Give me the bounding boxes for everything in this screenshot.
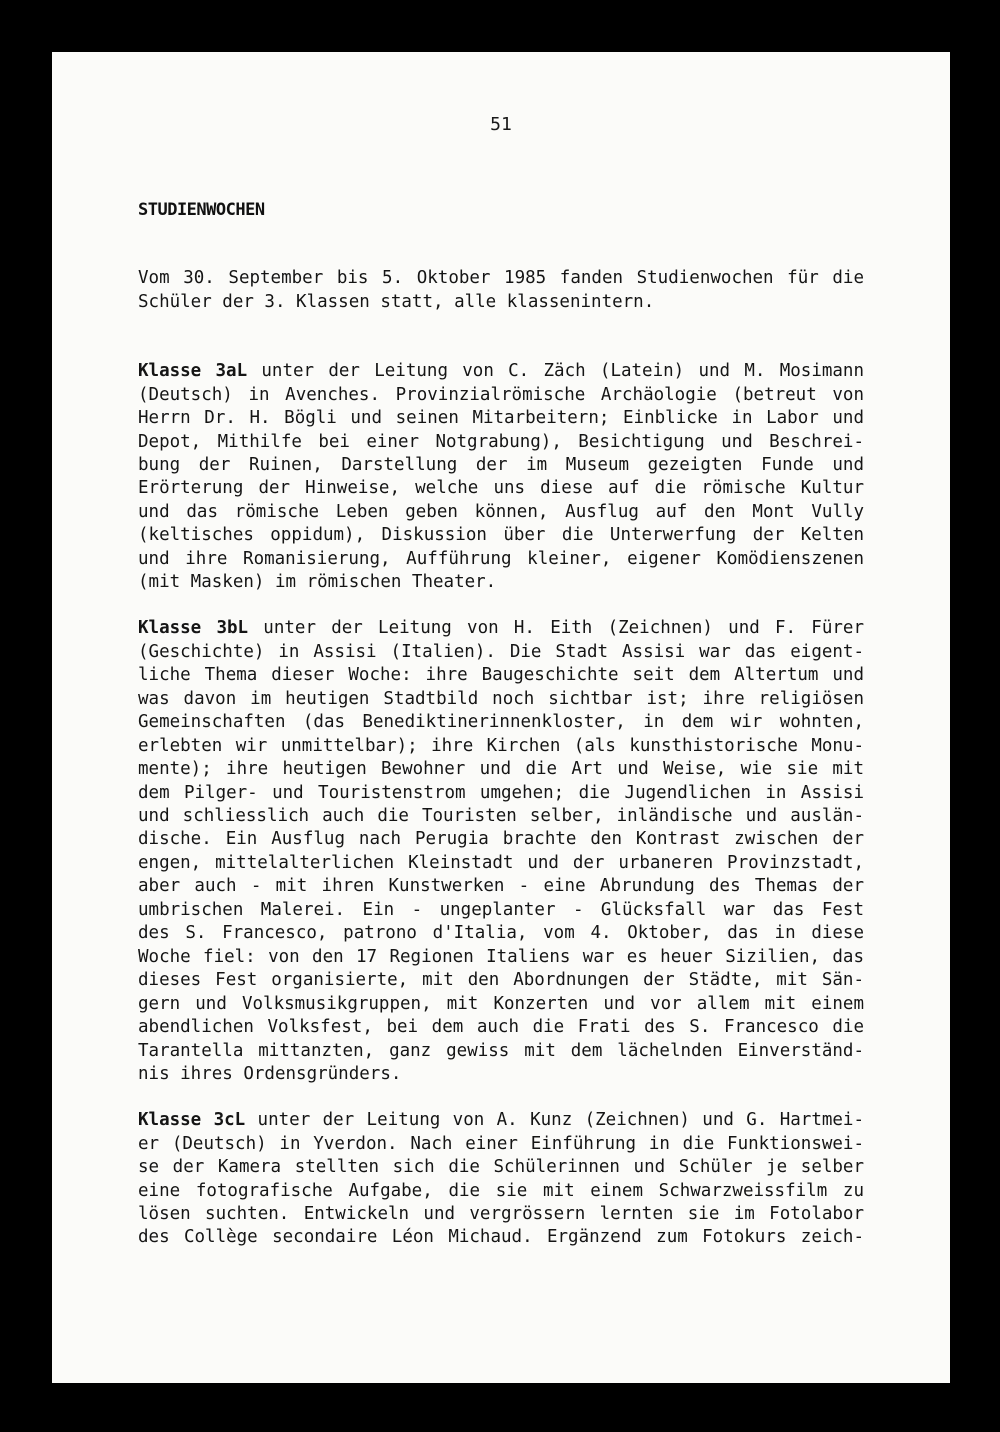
document-page — [52, 52, 950, 1383]
klasse-3bl-line: Tarantella mittanzten, ganz gewiss mit dem lächelnden Einverständ- — [138, 1041, 864, 1061]
klasse-3cl-line: er (Deutsch) in Yverdon. Nach einer Einführung in die Funktionswei- — [138, 1134, 864, 1154]
intro-line: Vom 30. September bis 5. Oktober 1985 fanden Studienwochen für die — [138, 268, 864, 288]
klasse-3cl-line-text: unter der Leitung von A. Kunz (Zeichnen) und G. Hartmei- — [245, 1110, 865, 1130]
klasse-3al-line: und ihre Romanisierung, Aufführung kleiner, eigener Komödienszenen — [138, 549, 864, 569]
klasse-3bl-line: liche Thema dieser Woche: ihre Baugeschichte seit dem Altertum und — [138, 665, 864, 685]
klasse-3bl-line: engen, mittelalterlichen Kleinstadt und der urbaneren Provinzstadt, — [138, 853, 864, 873]
klasse-3bl-line: dieses Fest organisierte, mit den Abordnungen der Städte, mit Sän- — [138, 970, 864, 990]
klasse-3al-line: Depot, Mithilfe bei einer Notgrabung), Besichtigung und Beschrei- — [138, 432, 864, 452]
klasse-3al-line: bung der Ruinen, Darstellung der im Museum gezeigten Funde und — [138, 455, 864, 475]
klasse-3bl-line: Woche fiel: von den 17 Regionen Italiens war es heuer Sizilien, das — [138, 947, 864, 967]
page-number: 51 — [490, 114, 512, 135]
klasse-3al-line — [138, 359, 864, 383]
klasse-3bl-line: dische. Ein Ausflug nach Perugia brachte den Kontrast zwischen der — [138, 829, 864, 849]
klasse-3bl-heading: Klasse 3bL — [138, 618, 249, 638]
klasse-3al-line: (mit Masken) im römischen Theater. — [138, 572, 497, 592]
klasse-3bl-line: gern und Volksmusikgruppen, mit Konzerten und vor allem mit einem — [138, 994, 864, 1014]
klasse-3cl-line: des Collège secondaire Léon Michaud. Ergänzend zum Fotokurs zeich- — [138, 1227, 864, 1247]
klasse-3cl-line: eine fotografische Aufgabe, die sie mit einem Schwarzweissfilm zu — [138, 1181, 864, 1201]
klasse-3bl-line: des S. Francesco, patrono d'Italia, vom 4. Oktober, das in diese — [138, 923, 864, 943]
klasse-3bl-line: (Geschichte) in Assisi (Italien). Die Stadt Assisi war das eigent- — [138, 642, 864, 662]
klasse-3bl-line — [138, 616, 864, 640]
klasse-3bl-line: mente); ihre heutigen Bewohner und die Art und Weise, wie sie mit — [138, 759, 864, 779]
klasse-3bl-line: und schliesslich auch die Touristen selber, inländische und auslän- — [138, 806, 864, 826]
klasse-3bl-line: erlebten wir unmittelbar); ihre Kirchen (als kunsthistorische Monu- — [138, 736, 864, 756]
klasse-3cl-line — [138, 1108, 864, 1132]
klasse-3bl-line: umbrischen Malerei. Ein - ungeplanter - Glücksfall war das Fest — [138, 900, 864, 920]
klasse-3bl-line: abendlichen Volksfest, bei dem auch die Frati des S. Francesco die — [138, 1017, 864, 1037]
klasse-3bl-line: aber auch - mit ihren Kunstwerken - eine Abrundung des Themas der — [138, 876, 864, 896]
klasse-3bl-line-text: unter der Leitung von H. Eith (Zeichnen) und F. Fürer — [248, 618, 864, 638]
section-title: STUDIENWOCHEN — [138, 200, 265, 220]
klasse-3bl-line: nis ihres Ordensgründers. — [138, 1064, 402, 1084]
klasse-3al-line: und das römische Leben geben können, Ausflug auf den Mont Vully — [138, 502, 864, 522]
klasse-3al-heading: Klasse 3aL — [138, 361, 248, 381]
klasse-3cl-heading: Klasse 3cL — [138, 1110, 246, 1130]
klasse-3al-line: (Deutsch) in Avenches. Provinzialrömische Archäologie (betreut von — [138, 385, 864, 405]
klasse-3al-line: Herrn Dr. H. Bögli und seinen Mitarbeitern; Einblicke in Labor und — [138, 408, 864, 428]
klasse-3cl-line: se der Kamera stellten sich die Schülerinnen und Schüler je selber — [138, 1157, 864, 1177]
intro-line: Schüler der 3. Klassen statt, alle klassenintern. — [138, 292, 655, 312]
klasse-3al-line-text: unter der Leitung von C. Zäch (Latein) und M. Mosimann — [247, 361, 864, 381]
klasse-3al-line: Erörterung der Hinweise, welche uns diese auf die römische Kultur — [138, 478, 864, 498]
klasse-3bl-line: was davon im heutigen Stadtbild noch sichtbar ist; ihre religiösen — [138, 689, 864, 709]
klasse-3bl-line: Gemeinschaften (das Benediktinerinnenkloster, in dem wir wohnten, — [138, 712, 864, 732]
klasse-3cl-line: lösen suchten. Entwickeln und vergrössern lernten sie im Fotolabor — [138, 1204, 864, 1224]
klasse-3al-line: (keltisches oppidum), Diskussion über die Unterwerfung der Kelten — [138, 525, 864, 545]
klasse-3bl-line: dem Pilger- und Touristenstrom umgehen; die Jugendlichen in Assisi — [138, 783, 864, 803]
